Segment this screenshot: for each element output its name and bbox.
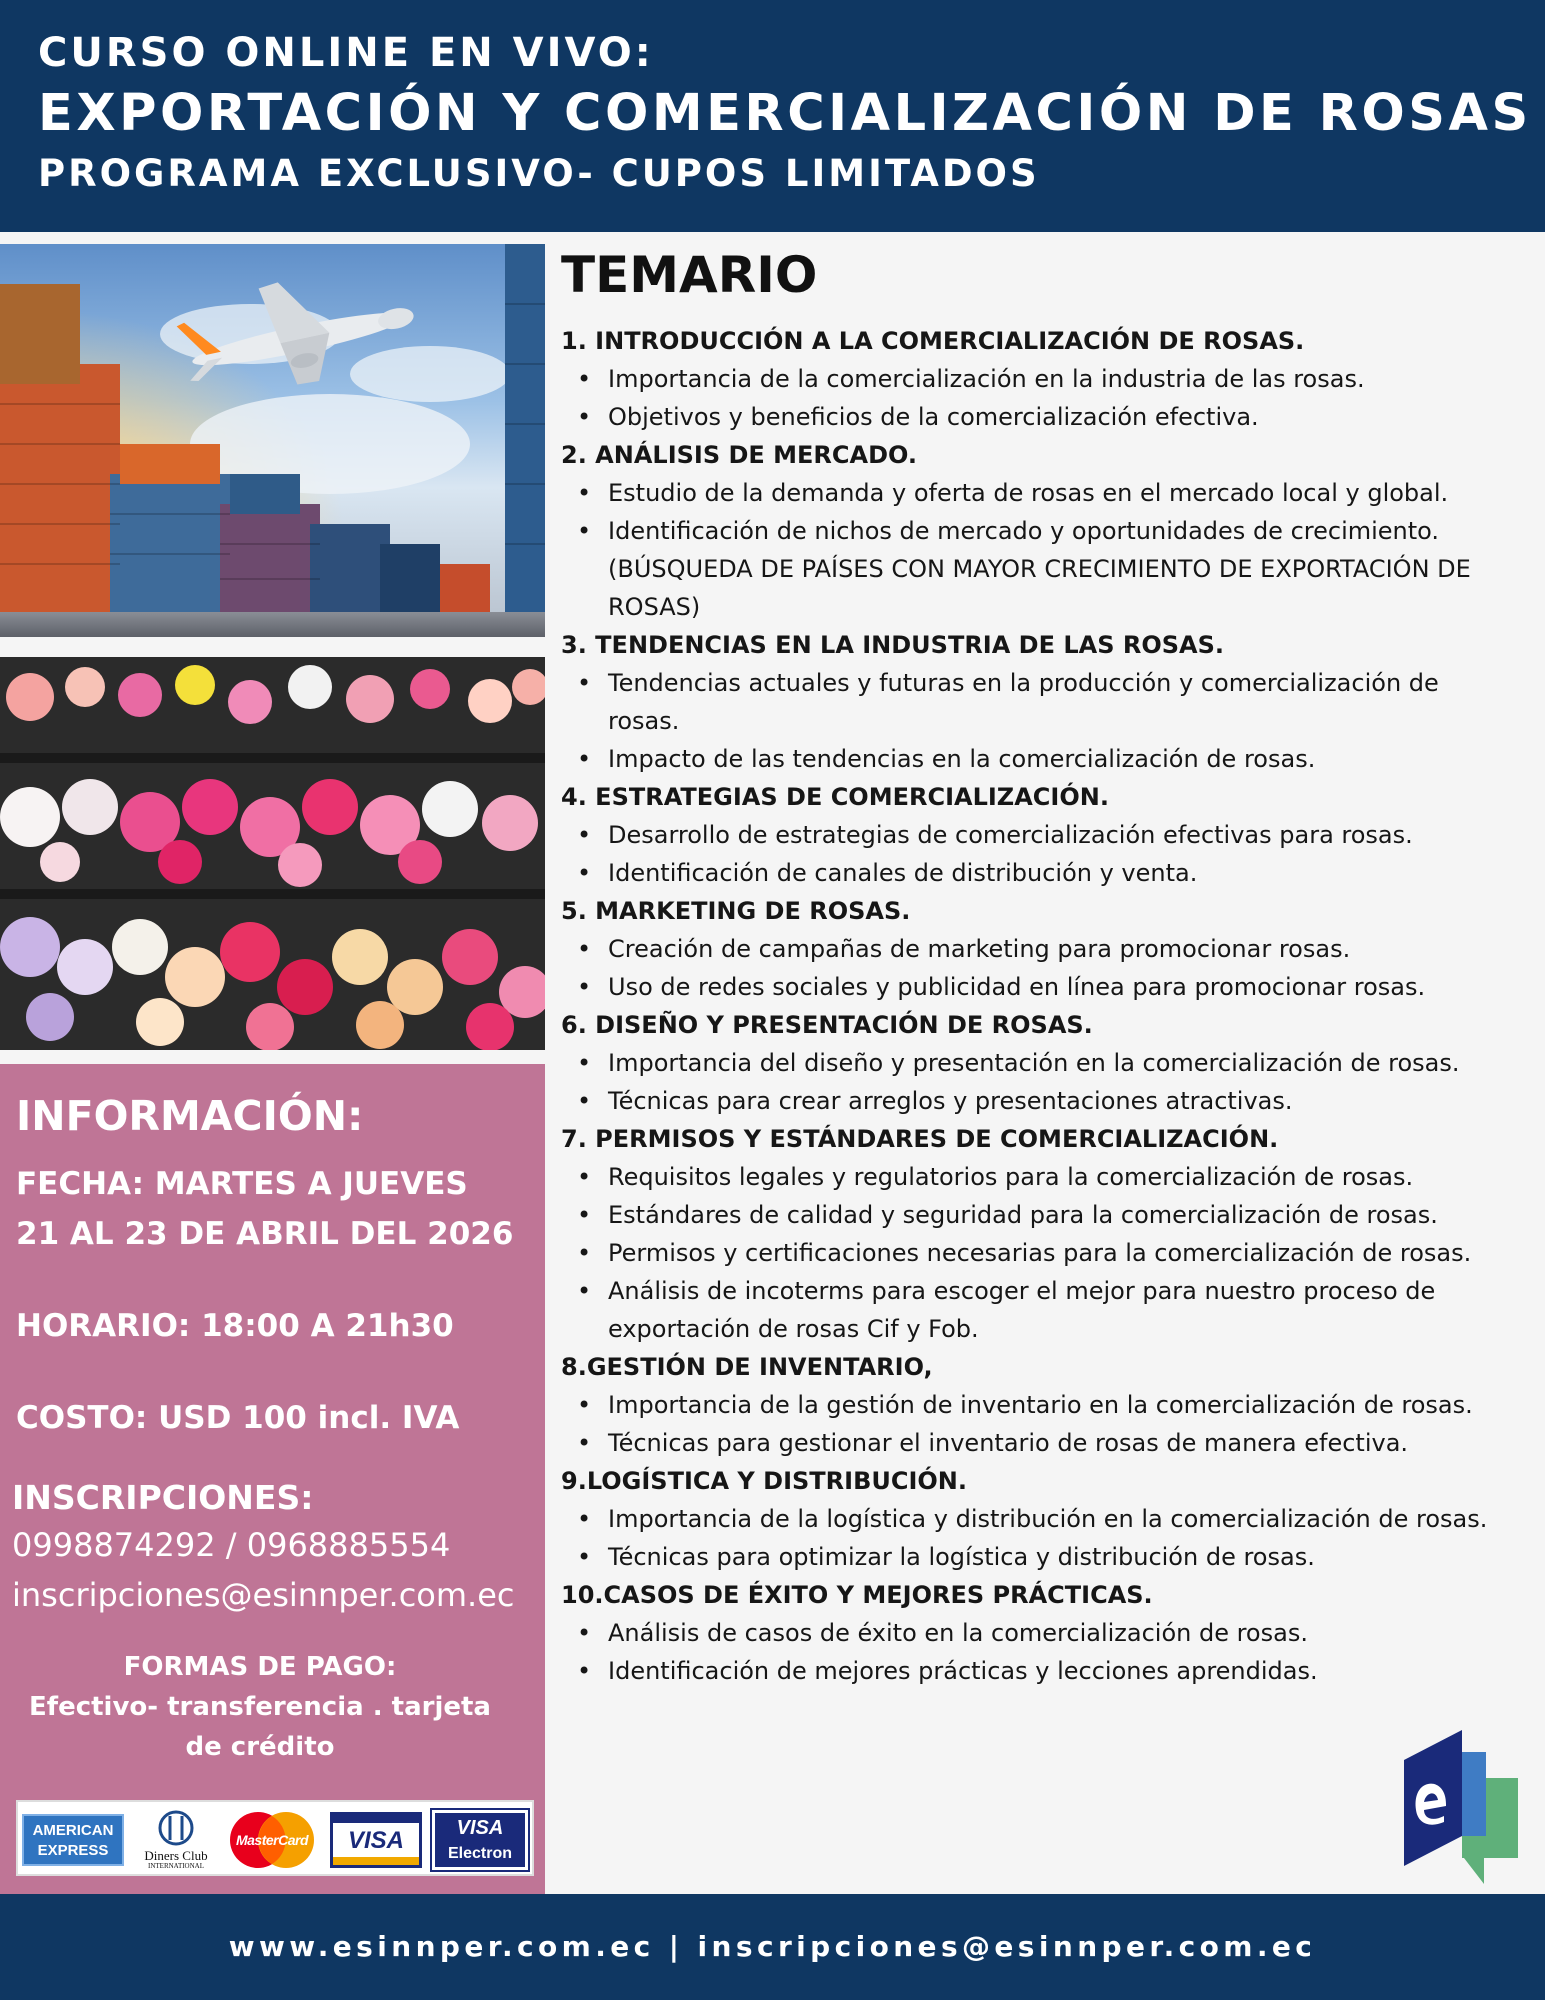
list-item (561, 854, 1511, 892)
section-items (561, 1500, 1511, 1576)
diners-text-2: INTERNATIONAL (148, 1862, 204, 1870)
list-item-text: Identificación de canales de distribución y venta. (608, 859, 1198, 887)
bullet-icon: • (577, 1391, 592, 1419)
payment-methods-line2: de crédito (185, 1732, 335, 1762)
list-item (561, 398, 1511, 436)
bullet-icon: • (577, 745, 592, 773)
list-item (561, 1082, 1511, 1120)
list-item-text: Desarrollo de estrategias de comercialización efectivas para rosas. (608, 821, 1413, 849)
mastercard-text: MasterCard (235, 1832, 309, 1848)
visa-electron-logo-icon (432, 1810, 528, 1870)
date-range: 21 AL 23 DE ABRIL DEL 2026 (16, 1216, 514, 1252)
bullet-icon: • (577, 403, 592, 431)
bullet-icon: • (577, 1277, 592, 1305)
bullet-icon: • (577, 479, 592, 507)
airplane-containers-photo (0, 244, 545, 637)
diners-circle-icon (134, 1808, 218, 1848)
section-title: 4. ESTRATEGIAS DE COMERCIALIZACIÓN. (561, 783, 1109, 811)
bullet-icon: • (577, 1619, 592, 1647)
airplane-containers-image (0, 244, 545, 637)
section-items (561, 664, 1511, 778)
list-item-text: Importancia de la comercialización en la industria de las rosas. (608, 365, 1365, 393)
list-item-text: Uso de redes sociales y publicidad en línea para promocionar rosas. (608, 973, 1426, 1001)
list-item (561, 1196, 1511, 1234)
info-panel (0, 1064, 545, 1894)
section-title: 8.GESTIÓN DE INVENTARIO, (561, 1353, 933, 1381)
bullet-icon: • (577, 1239, 592, 1267)
diners-club-logo-icon (134, 1808, 218, 1872)
bullet-icon: • (577, 365, 592, 393)
roses-image (0, 657, 545, 1050)
list-item-text: Importancia de la logística y distribución en la comercialización de rosas. (608, 1505, 1488, 1533)
header-tagline: PROGRAMA EXCLUSIVO- CUPOS LIMITADOS (38, 152, 1040, 195)
section-title: 10.CASOS DE ÉXITO Y MEJORES PRÁCTICAS. (561, 1581, 1153, 1609)
section-title: 7. PERMISOS Y ESTÁNDARES DE COMERCIALIZACIÓN. (561, 1125, 1279, 1153)
bullet-icon: • (577, 935, 592, 963)
amex-text-1: AMERICAN (32, 1822, 114, 1839)
bullet-icon: • (577, 973, 592, 1001)
bullet-icon: • (577, 1049, 592, 1077)
bullet-icon: • (577, 1657, 592, 1685)
amex-text-2: EXPRESS (37, 1842, 109, 1859)
visa-text: VISA (347, 1827, 404, 1854)
list-item (561, 740, 1511, 778)
list-item (561, 1538, 1511, 1576)
list-item-text: Identificación de mejores prácticas y lecciones aprendidas. (608, 1657, 1318, 1685)
bullet-icon: • (577, 821, 592, 849)
bullet-icon: • (577, 1505, 592, 1533)
list-item-text: Tendencias actuales y futuras en la producción y comercialización de rosas. (608, 669, 1439, 735)
schedule: HORARIO: 18:00 A 21h30 (16, 1308, 454, 1344)
list-item-text: Técnicas para optimizar la logística y distribución de rosas. (608, 1543, 1315, 1571)
bullet-icon: • (577, 1201, 592, 1229)
esinnper-e-logo-icon (1400, 1726, 1520, 1886)
visa-logo-icon (330, 1812, 422, 1868)
header-banner (0, 0, 1545, 232)
section-items (561, 1386, 1511, 1462)
list-item (561, 1272, 1511, 1348)
list-item-text: Estándares de calidad y seguridad para la comercialización de rosas. (608, 1201, 1438, 1229)
list-item (561, 1500, 1511, 1538)
list-item (561, 360, 1511, 398)
payment-title: FORMAS DE PAGO: (123, 1652, 397, 1682)
section-title: 9.LOGÍSTICA Y DISTRIBUCIÓN. (561, 1467, 967, 1495)
bullet-icon: • (577, 1163, 592, 1191)
date-days: FECHA: MARTES A JUEVES (16, 1166, 468, 1202)
syllabus (561, 322, 1511, 1690)
bullet-icon: • (577, 1543, 592, 1571)
list-item (561, 1386, 1511, 1424)
course-title: EXPORTACIÓN Y COMERCIALIZACIÓN DE ROSAS (38, 84, 1532, 143)
list-item (561, 512, 1511, 626)
footer-contact: www.esinnper.com.ec | inscripciones@esinnper.com.ec (228, 1930, 1317, 1963)
list-item-text: Análisis de casos de éxito en la comercialización de rosas. (608, 1619, 1308, 1647)
list-item (561, 968, 1511, 1006)
list-item-text: Análisis de incoterms para escoger el mejor para nuestro proceso de exportación de rosas Cif y Fob. (608, 1277, 1436, 1343)
section-title: 2. ANÁLISIS DE MERCADO. (561, 441, 918, 469)
list-item (561, 1158, 1511, 1196)
mastercard-logo-icon (226, 1808, 318, 1872)
list-item-text: Identificación de nichos de mercado y oportunidades de crecimiento. (BÚSQUEDA DE PAÍSES CON MAYOR CRECIMIENTO DE EXPORTACIÓN DE ROSAS) (608, 517, 1471, 621)
list-item (561, 1614, 1511, 1652)
section-title: 5. MARKETING DE ROSAS. (561, 897, 911, 925)
list-item-text: Importancia del diseño y presentación en la comercialización de rosas. (608, 1049, 1460, 1077)
list-item-text: Creación de campañas de marketing para promocionar rosas. (608, 935, 1351, 963)
list-item (561, 664, 1511, 740)
diners-text-1: Diners Club (144, 1848, 208, 1863)
list-item-text: Permisos y certificaciones necesarias para la comercialización de rosas. (608, 1239, 1472, 1267)
visa-electron-text-2: Electron (447, 1845, 512, 1862)
list-item (561, 1234, 1511, 1272)
list-item (561, 474, 1511, 512)
cost: COSTO: USD 100 incl. IVA (16, 1400, 460, 1436)
list-item-text: Estudio de la demanda y oferta de rosas en el mercado local y global. (608, 479, 1449, 507)
bullet-icon: • (577, 517, 592, 545)
visa-electron-text-1: VISA (456, 1817, 504, 1839)
payment-methods-line1: Efectivo- transferencia . tarjeta (29, 1692, 491, 1722)
bullet-icon: • (577, 669, 592, 697)
list-item-text: Impacto de las tendencias en la comercialización de rosas. (608, 745, 1316, 773)
section-items (561, 1044, 1511, 1120)
section-title: 6. DISEÑO Y PRESENTACIÓN DE ROSAS. (561, 1011, 1093, 1039)
bullet-icon: • (577, 1087, 592, 1115)
amex-logo-icon (22, 1814, 124, 1866)
list-item-text: Técnicas para gestionar el inventario de rosas de manera efectiva. (608, 1429, 1409, 1457)
registration-phones: 0998874292 / 0968885554 (12, 1526, 451, 1564)
list-item-text: Objetivos y beneficios de la comercialización efectiva. (608, 403, 1259, 431)
payment-cards (16, 1800, 534, 1876)
registration-email: inscripciones@esinnper.com.ec (12, 1576, 515, 1614)
section-items (561, 474, 1511, 626)
section-items (561, 360, 1511, 436)
list-item-text: Requisitos legales y regulatorios para la comercialización de rosas. (608, 1163, 1414, 1191)
section-items (561, 930, 1511, 1006)
roses-display-photo (0, 657, 545, 1050)
list-item (561, 1044, 1511, 1082)
temario-title: TEMARIO (561, 246, 818, 304)
section-title: 1. INTRODUCCIÓN A LA COMERCIALIZACIÓN DE ROSAS. (561, 327, 1305, 355)
footer-bar (0, 1894, 1545, 2000)
registration-title: INSCRIPCIONES: (12, 1478, 314, 1517)
header-subtitle: CURSO ONLINE EN VIVO: (38, 30, 654, 76)
section-items (561, 816, 1511, 892)
list-item (561, 816, 1511, 854)
section-items (561, 1158, 1511, 1348)
list-item (561, 930, 1511, 968)
list-item-text: Importancia de la gestión de inventario en la comercialización de rosas. (608, 1391, 1473, 1419)
list-item-text: Técnicas para crear arreglos y presentaciones atractivas. (608, 1087, 1293, 1115)
list-item (561, 1652, 1511, 1690)
section-items (561, 1614, 1511, 1690)
section-title: 3. TENDENCIAS EN LA INDUSTRIA DE LAS ROSAS. (561, 631, 1224, 659)
info-title: INFORMACIÓN: (16, 1092, 364, 1140)
list-item (561, 1424, 1511, 1462)
bullet-icon: • (577, 1429, 592, 1457)
bullet-icon: • (577, 859, 592, 887)
